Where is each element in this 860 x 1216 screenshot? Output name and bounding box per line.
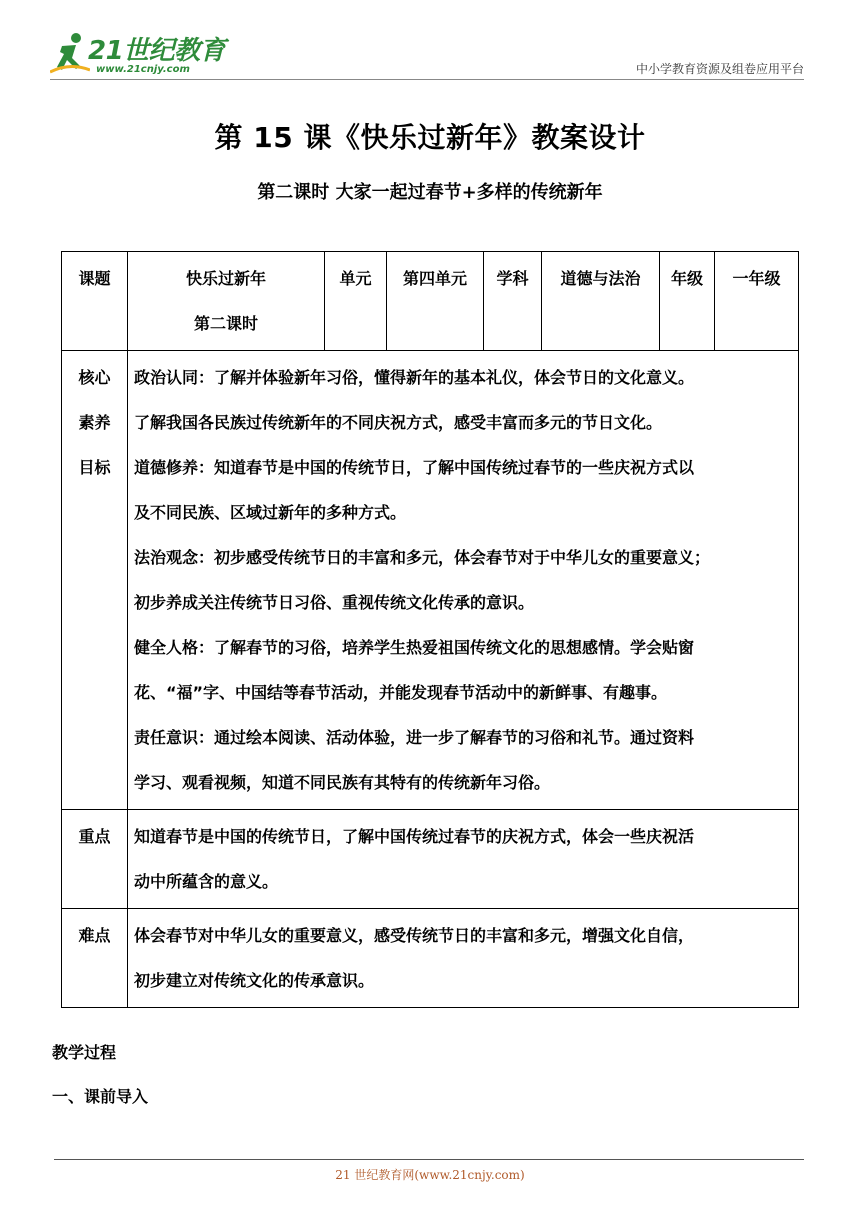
header-platform-text: 中小学教育资源及组卷应用平台 xyxy=(635,62,804,76)
cell-difficult-label: 难点 xyxy=(62,909,128,1008)
core-line: 道德修养：知道春节是中国的传统节日，了解中国传统过春节的一些庆祝方式以 xyxy=(134,458,695,477)
cell-grade: 一年级 xyxy=(715,252,799,351)
cell-core-content xyxy=(128,351,799,810)
section-teaching-process: 教学过程 xyxy=(52,1043,117,1062)
lesson-info-table xyxy=(61,251,799,1008)
core-line: 政治认同：了解并体验新年习俗，懂得新年的基本礼仪，体会节日的文化意义。 xyxy=(134,368,695,387)
cell-topic-label: 课题 xyxy=(62,252,128,351)
logo-text: 21世纪教育 xyxy=(88,36,226,66)
key-line: 知道春节是中国的传统节日，了解中国传统过春节的庆祝方式，体会一些庆祝活 xyxy=(134,827,695,846)
core-line: 初步养成关注传统节日习俗、重视传统文化传承的意识。 xyxy=(134,593,535,612)
cell-subject: 道德与法治 xyxy=(542,252,660,351)
cell-core-label: 核心 素养 目标 xyxy=(62,351,128,810)
core-line: 及不同民族、区域过新年的多种方式。 xyxy=(134,503,407,522)
topic-line-2: 第二课时 xyxy=(193,314,258,333)
footer-divider xyxy=(54,1159,804,1160)
cell-topic xyxy=(128,252,325,351)
runner-icon xyxy=(50,32,90,76)
table-row-key-points xyxy=(62,810,799,909)
cell-unit: 第四单元 xyxy=(387,252,484,351)
key-line: 动中所蕴含的意义。 xyxy=(134,872,279,891)
cell-grade-label: 年级 xyxy=(660,252,715,351)
topic-line-1: 快乐过新年 xyxy=(185,269,266,288)
core-line: 责任意识：通过绘本阅读、活动体验，进一步了解春节的习俗和礼节。通过资料 xyxy=(134,728,695,747)
table-row-header xyxy=(62,252,799,351)
core-line: 花、“福”字、中国结等春节活动，并能发现春节活动中的新鲜事、有趣事。 xyxy=(134,683,668,702)
logo-url: www.21cnjy.com xyxy=(96,64,190,75)
document-title: 第 15 课《快乐过新年》教案设计 xyxy=(214,121,646,154)
footer-text: 21 世纪教育网(www.21cnjy.com) xyxy=(335,1168,525,1182)
core-line: 学习、观看视频，知道不同民族有其特有的传统新年习俗。 xyxy=(134,773,551,792)
core-line: 健全人格：了解春节的习俗，培养学生热爱祖国传统文化的思想感情。学会贴窗 xyxy=(134,638,695,657)
cell-key-content xyxy=(128,810,799,909)
logo xyxy=(50,32,226,80)
table-row-core-goals xyxy=(62,351,799,810)
cell-unit-label: 单元 xyxy=(325,252,387,351)
core-line: 法治观念：初步感受传统节日的丰富和多元，体会春节对于中华儿女的重要意义； xyxy=(134,548,711,567)
cell-difficult-content xyxy=(128,909,799,1008)
difficult-line: 体会春节对中华儿女的重要意义，感受传统节日的丰富和多元，增强文化自信， xyxy=(134,926,695,945)
core-line: 了解我国各民族过传统新年的不同庆祝方式，感受丰富而多元的节日文化。 xyxy=(134,413,663,432)
header-divider xyxy=(50,79,804,80)
table-row-difficult-points xyxy=(62,909,799,1008)
section-pre-class-intro: 一、课前导入 xyxy=(52,1087,149,1106)
cell-key-label: 重点 xyxy=(62,810,128,909)
cell-subject-label: 学科 xyxy=(484,252,542,351)
document-subtitle: 第二课时 大家一起过春节+多样的传统新年 xyxy=(257,182,603,203)
difficult-line: 初步建立对传统文化的传承意识。 xyxy=(134,971,375,990)
